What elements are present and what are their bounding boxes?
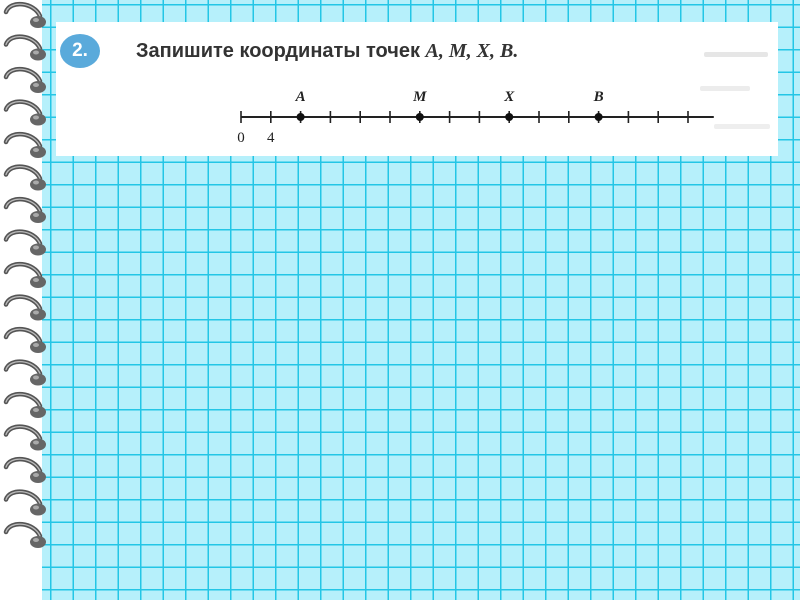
point-label: A [295, 89, 306, 105]
spiral-ring-icon [6, 459, 46, 483]
spiral-ring-icon [6, 37, 46, 61]
tick-label: 0 [237, 130, 245, 146]
spiral-ring-icon [6, 362, 46, 386]
point-marker [297, 113, 305, 121]
spiral-ring-icon [6, 232, 46, 256]
spiral-ring-icon [6, 264, 46, 288]
number-line [56, 22, 778, 156]
point-marker [416, 113, 424, 121]
spiral-ring-icon [6, 427, 46, 451]
point-label: M [413, 89, 427, 105]
spiral-ring-icon [6, 102, 46, 126]
point-label: X [504, 89, 515, 105]
task-number-badge: 2. [60, 34, 100, 68]
spiral-ring-icon [6, 199, 46, 223]
spiral-ring-icon [6, 329, 46, 353]
spiral-ring-icon [6, 394, 46, 418]
spiral-ring-icon [6, 297, 46, 321]
spiral-ring-icon [6, 4, 46, 28]
spiral-ring-icon [6, 69, 46, 93]
task-text: Запишите координаты точек [136, 40, 420, 62]
point-marker [595, 113, 603, 121]
task-points: A, M, X, B. [425, 40, 519, 62]
point-marker [505, 113, 513, 121]
tick-label: 4 [267, 130, 275, 146]
spiral-ring-icon [6, 167, 46, 191]
spiral-ring-icon [6, 492, 46, 516]
spiral-binding [0, 0, 60, 600]
point-label: B [593, 89, 604, 105]
spiral-ring-icon [6, 524, 46, 548]
task-card [56, 22, 778, 156]
spiral-ring-icon [6, 134, 46, 158]
